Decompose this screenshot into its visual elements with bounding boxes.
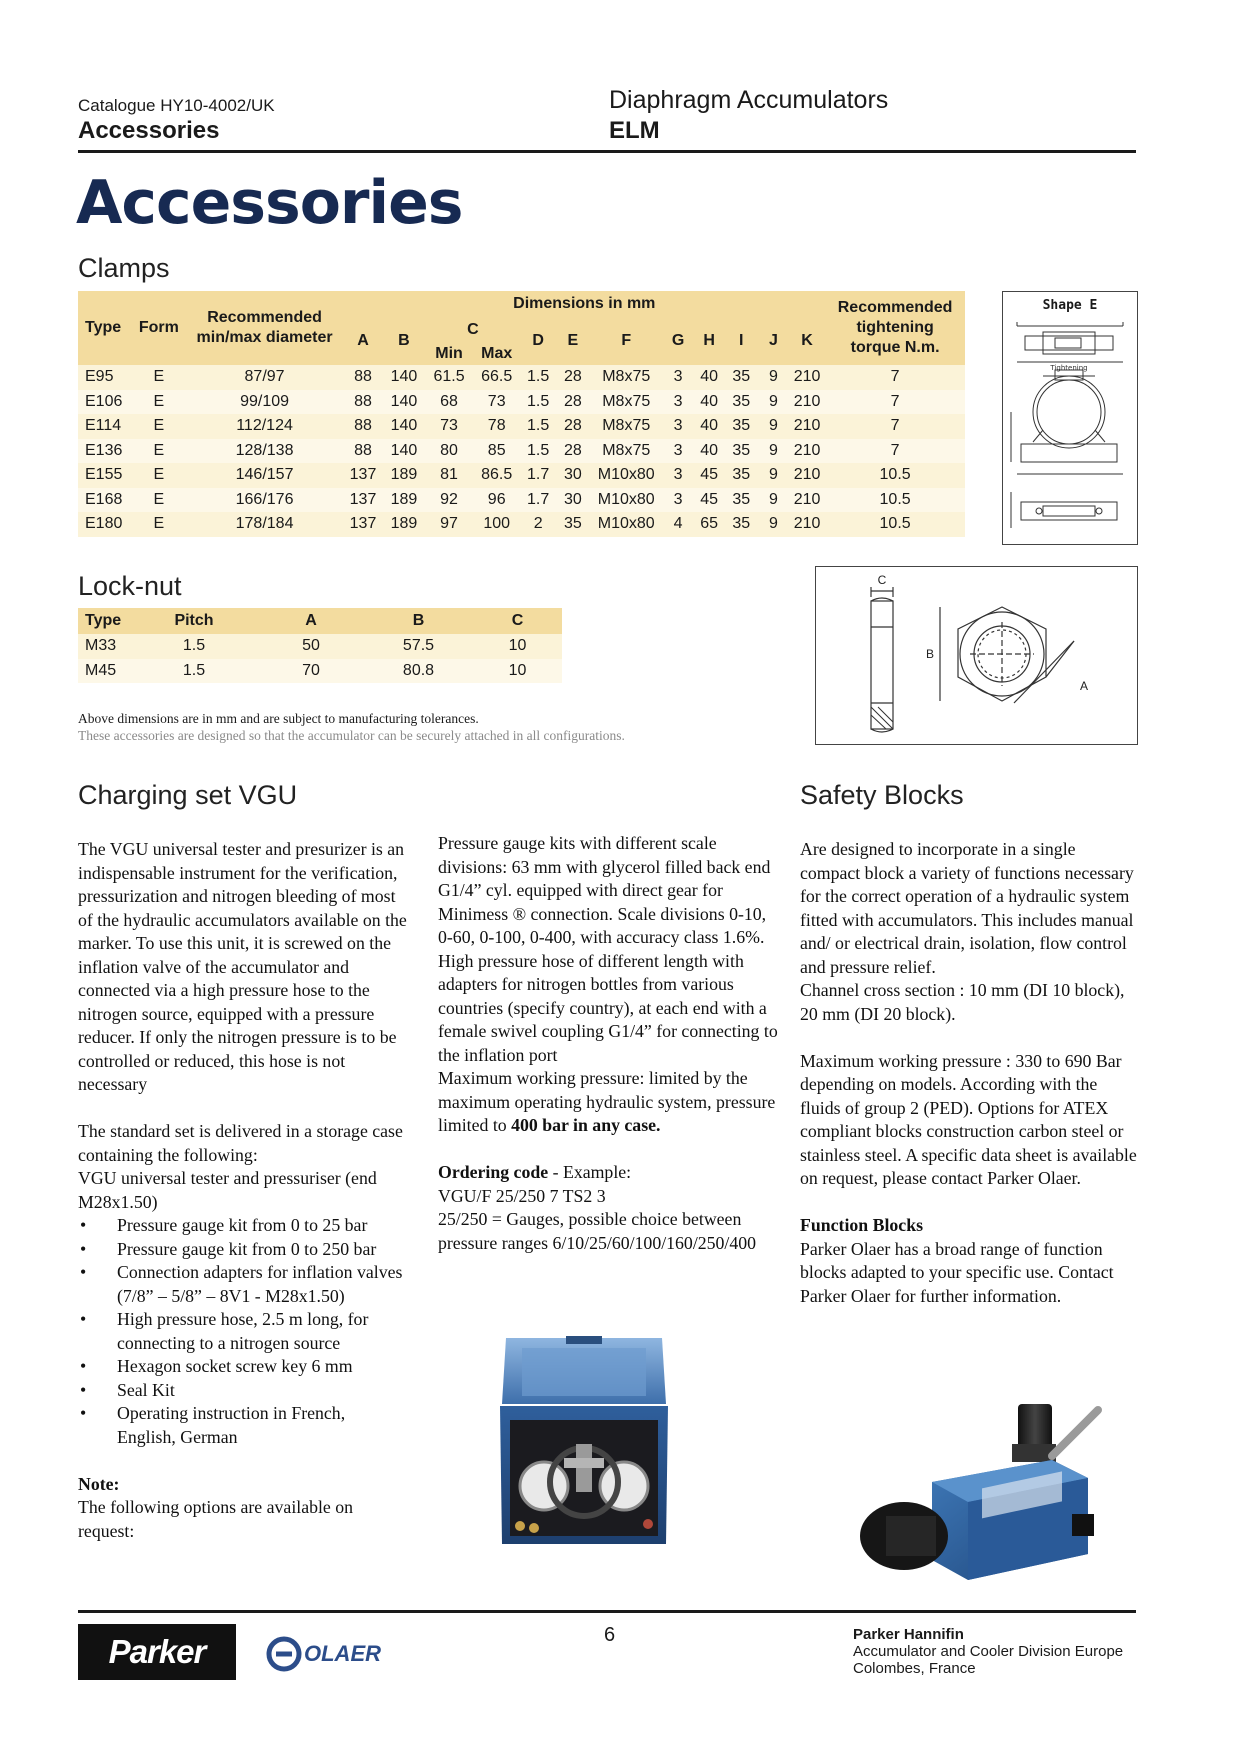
table-cell: 61.5 bbox=[425, 365, 473, 390]
table-cell: 178/184 bbox=[186, 512, 344, 537]
design-note: These accessories are designed so that the accumulator can be securely attached in all configurations. bbox=[78, 728, 625, 743]
shape-e-label: Shape E bbox=[1042, 298, 1098, 313]
table-cell: 80 bbox=[425, 439, 473, 464]
table-cell: 10.5 bbox=[825, 512, 965, 537]
table-cell: 210 bbox=[789, 365, 825, 390]
footer-rule bbox=[78, 1610, 1136, 1613]
list-item: • Pressure gauge kit from 0 to 250 bar bbox=[78, 1238, 408, 1262]
table-row bbox=[78, 634, 562, 659]
locknut-col-b: B bbox=[364, 608, 473, 634]
table-cell: 35 bbox=[725, 365, 758, 390]
table-cell: E bbox=[132, 512, 186, 537]
function-blocks-text: Parker Olaer has a broad range of function blocks adapted to your specific use. Contact Parker Olaer for further information. bbox=[800, 1238, 1114, 1306]
locknut-drawing bbox=[816, 567, 1137, 744]
table-cell: 50 bbox=[258, 634, 364, 659]
table-cell: 137 bbox=[343, 488, 382, 513]
table-cell: 210 bbox=[789, 439, 825, 464]
locknut-label-c: C bbox=[877, 573, 887, 587]
parker-logo: Parker bbox=[78, 1624, 236, 1680]
table-cell: 45 bbox=[694, 488, 725, 513]
table-cell: 66.5 bbox=[473, 365, 521, 390]
table-cell: 3 bbox=[663, 439, 694, 464]
table-cell: 9 bbox=[758, 463, 789, 488]
table-cell: 35 bbox=[556, 512, 590, 537]
table-cell: 1.5 bbox=[521, 414, 556, 439]
table-cell: 9 bbox=[758, 512, 789, 537]
table-cell: 35 bbox=[725, 512, 758, 537]
locknut-col-type: Type bbox=[78, 608, 130, 634]
col-g: G bbox=[663, 317, 694, 365]
table-cell: E bbox=[132, 414, 186, 439]
table-cell: M10x80 bbox=[590, 488, 663, 513]
table-cell: 35 bbox=[725, 414, 758, 439]
table-cell: 210 bbox=[789, 390, 825, 415]
col-a: A bbox=[343, 317, 382, 365]
note-text: The following options are available on request: bbox=[78, 1497, 354, 1541]
table-row bbox=[78, 390, 965, 415]
table-cell: 40 bbox=[694, 365, 725, 390]
clamp-drawing bbox=[1003, 292, 1137, 544]
table-cell: 146/157 bbox=[186, 463, 344, 488]
table-cell: 9 bbox=[758, 365, 789, 390]
table-cell: E bbox=[132, 365, 186, 390]
list-item: • Pressure gauge kit from 0 to 25 bar bbox=[78, 1214, 408, 1238]
table-cell: 9 bbox=[758, 414, 789, 439]
table-cell: 1.5 bbox=[521, 365, 556, 390]
col-h: H bbox=[694, 317, 725, 365]
col-b: B bbox=[383, 317, 425, 365]
col-k: K bbox=[789, 317, 825, 365]
table-cell: 57.5 bbox=[364, 634, 473, 659]
table-cell: 28 bbox=[556, 414, 590, 439]
safety-pressure: Maximum working pressure : 330 to 690 Bar depending on models. According with the fluids of group 2 (PED). Options for ATEX compliant blocks construction carbon steel or stainless steel. A specific data sheet is available on request, please contact Parker Olaer. bbox=[800, 1050, 1137, 1188]
table-cell: 9 bbox=[758, 439, 789, 464]
gauge-kits-text: Pressure gauge kits with different scale divisions: 63 mm with glycerol filled back end G1/4” cyl. equipped with direct gear for Minimess ® connection. Scale divisions 0-10, 0-60, 0-100, 0-400, with accuracy class 1.6%. bbox=[438, 833, 771, 947]
page-title: Accessories bbox=[76, 168, 463, 238]
table-cell: E180 bbox=[78, 512, 132, 537]
page-number: 6 bbox=[604, 1624, 616, 1646]
table-cell: M8x75 bbox=[590, 414, 663, 439]
footer-location: Colombes, France bbox=[853, 1660, 976, 1677]
table-cell: 9 bbox=[758, 390, 789, 415]
table-cell: 7 bbox=[825, 414, 965, 439]
list-item: • Connection adapters for inflation valves (7/8” – 5/8” – 8V1 - M28x1.50) bbox=[78, 1261, 408, 1308]
table-cell: 10 bbox=[473, 634, 562, 659]
table-cell: 189 bbox=[383, 512, 425, 537]
table-row bbox=[78, 659, 562, 684]
safety-block-image bbox=[852, 1404, 1110, 1590]
table-cell: 10.5 bbox=[825, 463, 965, 488]
table-cell: 40 bbox=[694, 439, 725, 464]
table-cell: 1.5 bbox=[521, 439, 556, 464]
table-cell: 9 bbox=[758, 488, 789, 513]
table-cell: 4 bbox=[663, 512, 694, 537]
table-cell: 3 bbox=[663, 390, 694, 415]
table-cell: 87/97 bbox=[186, 365, 344, 390]
col-torque: Recommended tightening torque N.m. bbox=[825, 291, 965, 365]
table-cell: 3 bbox=[663, 463, 694, 488]
table-cell: 28 bbox=[556, 365, 590, 390]
col-dimensions: Dimensions in mm bbox=[343, 291, 825, 317]
table-cell: 73 bbox=[473, 390, 521, 415]
col-c-max: Max bbox=[473, 343, 521, 365]
col-c: C bbox=[425, 317, 520, 343]
product-code: ELM bbox=[609, 117, 660, 144]
vgu-case-illustration bbox=[496, 1334, 672, 1550]
olaer-mark-icon bbox=[266, 1636, 302, 1672]
section-label: Accessories bbox=[78, 117, 220, 144]
list-item: • High pressure hose, 2.5 m long, for connecting to a nitrogen source bbox=[78, 1308, 408, 1355]
middle-column bbox=[438, 832, 778, 1255]
locknut-col-c: C bbox=[473, 608, 562, 634]
safety-block-illustration bbox=[852, 1404, 1110, 1590]
table-cell: 85 bbox=[473, 439, 521, 464]
table-cell: 1.5 bbox=[521, 390, 556, 415]
table-cell: E106 bbox=[78, 390, 132, 415]
table-cell: 210 bbox=[789, 463, 825, 488]
table-cell: 128/138 bbox=[186, 439, 344, 464]
col-form: Form bbox=[132, 291, 186, 365]
table-row bbox=[78, 488, 965, 513]
table-cell: 28 bbox=[556, 439, 590, 464]
list-item: • Hexagon socket screw key 6 mm bbox=[78, 1355, 408, 1379]
table-cell: 96 bbox=[473, 488, 521, 513]
charging-column bbox=[78, 838, 408, 1543]
table-cell: E114 bbox=[78, 414, 132, 439]
table-cell: 3 bbox=[663, 488, 694, 513]
list-item: • Seal Kit bbox=[78, 1379, 408, 1403]
locknut-table bbox=[78, 608, 562, 683]
table-cell: 35 bbox=[725, 439, 758, 464]
table-cell: 88 bbox=[343, 414, 382, 439]
table-cell: 7 bbox=[825, 439, 965, 464]
table-row bbox=[78, 365, 965, 390]
table-cell: 140 bbox=[383, 365, 425, 390]
table-cell: 35 bbox=[725, 488, 758, 513]
table-cell: 100 bbox=[473, 512, 521, 537]
function-blocks-title: Function Blocks bbox=[800, 1215, 924, 1235]
table-cell: 97 bbox=[425, 512, 473, 537]
table-cell: 112/124 bbox=[186, 414, 344, 439]
col-diameter: Recommended min/max diameter bbox=[186, 291, 344, 365]
table-cell: 88 bbox=[343, 439, 382, 464]
locknut-title: Lock-nut bbox=[78, 571, 182, 601]
table-cell: 10.5 bbox=[825, 488, 965, 513]
table-cell: 137 bbox=[343, 512, 382, 537]
table-cell: 78 bbox=[473, 414, 521, 439]
table-cell: 88 bbox=[343, 390, 382, 415]
table-cell: 166/176 bbox=[186, 488, 344, 513]
table-cell: 73 bbox=[425, 414, 473, 439]
header-rule bbox=[78, 150, 1136, 153]
col-j: J bbox=[758, 317, 789, 365]
safety-column bbox=[800, 838, 1140, 1308]
table-cell: 35 bbox=[725, 390, 758, 415]
vgu-case-image bbox=[496, 1334, 672, 1550]
table-cell: 86.5 bbox=[473, 463, 521, 488]
ordering-label: Ordering code - Example: bbox=[438, 1162, 632, 1182]
charging-contents-list bbox=[78, 1214, 408, 1449]
table-cell: 7 bbox=[825, 390, 965, 415]
charging-title: Charging set VGU bbox=[78, 780, 298, 810]
table-cell: 210 bbox=[789, 512, 825, 537]
table-cell: 30 bbox=[556, 488, 590, 513]
safety-title: Safety Blocks bbox=[800, 780, 964, 810]
table-cell: 70 bbox=[258, 659, 364, 684]
table-cell: 80.8 bbox=[364, 659, 473, 684]
table-cell: E bbox=[132, 463, 186, 488]
table-cell: 140 bbox=[383, 439, 425, 464]
table-cell: 140 bbox=[383, 390, 425, 415]
max-pressure-text: Maximum working pressure: limited by the maximum operating hydraulic system, pressure limited to 400 bar in any case. bbox=[438, 1068, 776, 1135]
footer-company: Parker Hannifin bbox=[853, 1626, 964, 1643]
catalogue-number: Catalogue HY10-4002/UK bbox=[78, 96, 275, 115]
table-cell: 3 bbox=[663, 365, 694, 390]
table-cell: 28 bbox=[556, 390, 590, 415]
table-cell: 65 bbox=[694, 512, 725, 537]
col-c-min: Min bbox=[425, 343, 473, 365]
table-cell: E bbox=[132, 488, 186, 513]
table-cell: 99/109 bbox=[186, 390, 344, 415]
tightening-label: Tightening bbox=[1050, 364, 1088, 372]
table-cell: 1.7 bbox=[521, 463, 556, 488]
table-cell: 88 bbox=[343, 365, 382, 390]
dimension-note: Above dimensions are in mm and are subject to manufacturing tolerances. bbox=[78, 711, 479, 726]
locknut-diagram bbox=[815, 566, 1138, 745]
footer-division: Accumulator and Cooler Division Europe bbox=[853, 1643, 1124, 1660]
locknut-label-b: B bbox=[925, 647, 934, 661]
table-cell: 1.7 bbox=[521, 488, 556, 513]
table-cell: 140 bbox=[383, 414, 425, 439]
shape-e-diagram bbox=[1002, 291, 1138, 545]
hose-text: High pressure hose of different length with adapters for nitrogen bottles from various countries (specify country), at each end with a female swivel coupling G1/4” for connecting to the inflation port bbox=[438, 950, 778, 1065]
table-cell: 10 bbox=[473, 659, 562, 684]
table-row bbox=[78, 439, 965, 464]
table-cell: M33 bbox=[78, 634, 130, 659]
clamps-table bbox=[78, 291, 965, 537]
table-cell: 7 bbox=[825, 365, 965, 390]
table-cell: E bbox=[132, 390, 186, 415]
table-cell: 30 bbox=[556, 463, 590, 488]
olaer-logo-text: OLAER bbox=[304, 1641, 381, 1666]
ordering-code: VGU/F 25/250 7 TS2 3 bbox=[438, 1185, 606, 1206]
table-cell: 3 bbox=[663, 414, 694, 439]
table-cell: M10x80 bbox=[590, 463, 663, 488]
charging-tester: VGU universal tester and pressuriser (end M28x1.50) bbox=[78, 1168, 377, 1212]
charging-intro: The VGU universal tester and presurizer is an indispensable instrument for the verification, pressurization and nitrogen bleeding of most of the hydraulic accumulators available on the marker. To use this unit, it is screwed on the inflation valve of the accumulator and connected via a high pressure hose to the nitrogen source, equipped with a pressure reducer. If only the nitrogen pressure is to be controlled or reduced, this hose is not necessary bbox=[78, 839, 407, 1094]
table-cell: 81 bbox=[425, 463, 473, 488]
table-cell: E95 bbox=[78, 365, 132, 390]
table-cell: 40 bbox=[694, 414, 725, 439]
channel-section: Channel cross section : 10 mm (DI 10 block), 20 mm (DI 20 block). bbox=[800, 980, 1125, 1024]
charging-storage: The standard set is delivered in a storage case containing the following: bbox=[78, 1121, 403, 1165]
table-cell: M8x75 bbox=[590, 390, 663, 415]
table-cell: 1.5 bbox=[130, 634, 258, 659]
table-row bbox=[78, 463, 965, 488]
col-e: E bbox=[556, 317, 590, 365]
table-cell: 35 bbox=[725, 463, 758, 488]
table-cell: E155 bbox=[78, 463, 132, 488]
list-item: • Operating instruction in French, English, German bbox=[78, 1402, 408, 1449]
table-row bbox=[78, 512, 965, 537]
locknut-label-a: A bbox=[1080, 679, 1089, 693]
table-cell: 92 bbox=[425, 488, 473, 513]
locknut-col-a: A bbox=[258, 608, 364, 634]
product-title: Diaphragm Accumulators bbox=[609, 86, 889, 114]
table-cell: 189 bbox=[383, 488, 425, 513]
col-i: I bbox=[725, 317, 758, 365]
table-cell: 2 bbox=[521, 512, 556, 537]
table-cell: E168 bbox=[78, 488, 132, 513]
table-cell: 1.5 bbox=[130, 659, 258, 684]
adapter-sizes: (7/8” – 5/8” – 8V1 - M28x1.50) bbox=[117, 1285, 345, 1306]
ordering-text: 25/250 = Gauges, possible choice between pressure ranges 6/10/25/60/100/160/250/400 bbox=[438, 1209, 757, 1253]
table-cell: E136 bbox=[78, 439, 132, 464]
table-cell: 68 bbox=[425, 390, 473, 415]
col-f: F bbox=[590, 317, 663, 365]
col-d: D bbox=[521, 317, 556, 365]
col-type: Type bbox=[78, 291, 132, 365]
table-cell: 40 bbox=[694, 390, 725, 415]
locknut-col-pitch: Pitch bbox=[130, 608, 258, 634]
table-cell: M8x75 bbox=[590, 439, 663, 464]
table-cell: M10x80 bbox=[590, 512, 663, 537]
table-cell: 210 bbox=[789, 488, 825, 513]
note-label: Note: bbox=[78, 1473, 120, 1494]
table-cell: 189 bbox=[383, 463, 425, 488]
olaer-logo bbox=[266, 1636, 381, 1672]
table-cell: 210 bbox=[789, 414, 825, 439]
table-cell: M8x75 bbox=[590, 365, 663, 390]
table-cell: M45 bbox=[78, 659, 130, 684]
table-cell: E bbox=[132, 439, 186, 464]
table-cell: 137 bbox=[343, 463, 382, 488]
safety-intro: Are designed to incorporate in a single compact block a variety of functions necessary for the correct operation of a hydraulic system fitted with accumulators. This includes manual and/ or electrical drain, isolation, flow control and pressure relief. bbox=[800, 839, 1134, 977]
clamps-title: Clamps bbox=[78, 253, 170, 283]
table-cell: 45 bbox=[694, 463, 725, 488]
table-row bbox=[78, 414, 965, 439]
